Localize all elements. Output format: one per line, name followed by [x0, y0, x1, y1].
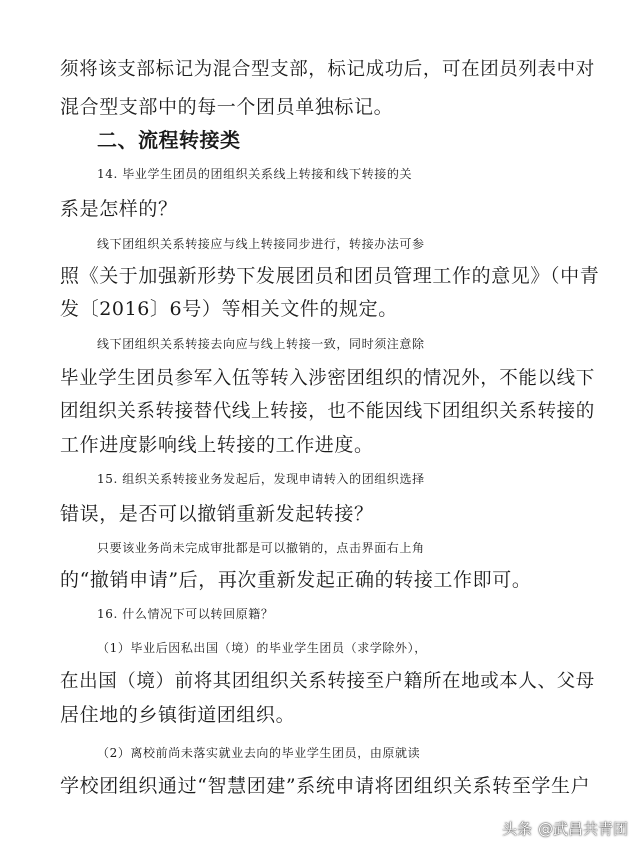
watermark-platform: 头条 [501, 820, 532, 838]
text-line: 团组织关系转接替代线上转接，也不能因线下团组织关系转接的 [60, 401, 595, 422]
text-line: 照《关于加强新形势下发展团员和团员管理工作的意见》（中青 [60, 265, 600, 287]
section-heading: 二、流程转接类 [97, 128, 241, 152]
text-line: 居住地的乡镇街道团组织。 [60, 704, 296, 726]
text-line: 须将该支部标记为混合型支部，标记成功后，可在团员列表中对 [60, 59, 595, 80]
text-line: 系是怎样的？ [60, 198, 178, 220]
text-line: （2）离校前尚未落实就业去向的毕业学生团员，由原就读 [97, 746, 421, 760]
question-15: 15. 组织关系转接业务发起后，发现申请转入的团组织选择 [97, 472, 425, 486]
text-line: 只要该业务尚未完成审批都是可以撤销的，点击界面右上角 [97, 541, 425, 555]
text-line: 的“撤销申请”后，再次重新发起正确的转接工作即可。 [60, 569, 532, 591]
watermark [502, 818, 628, 839]
text-line: 毕业学生团员参军入伍等转入涉密团组织的情况外，不能以线下 [60, 368, 595, 389]
text-line: 错误，是否可以撤销重新发起转接？ [60, 503, 374, 525]
text-line: 混合型支部中的每一个团员单独标记。 [60, 96, 394, 118]
text-line: 学校团组织通过“智慧团建”系统申请将团组织关系转至学生户 [60, 775, 591, 797]
text-line: 工作进度影响线上转接的工作进度。 [60, 434, 374, 456]
text-line: （1）毕业后因私出国（境）的毕业学生团员（求学除外）， [97, 641, 427, 655]
text-line: 发〔2016〕6号）等相关文件的规定。 [60, 298, 398, 320]
text-line: 在出国（境）前将其团组织关系转接至户籍所在地或本人、父母 [60, 671, 595, 692]
text-line: 线下团组织关系转接应与线上转接同步进行，转接办法可参 [97, 237, 425, 251]
text-line: 线下团组织关系转接去向应与线上转接一致，同时须注意除 [97, 337, 425, 351]
question-16: 16. 什么情况下可以转回原籍？ [97, 607, 274, 621]
watermark-account: @武昌共青团 [537, 820, 628, 838]
question-14: 14. 毕业学生团员的团组织关系线上转接和线下转接的关 [97, 167, 413, 181]
